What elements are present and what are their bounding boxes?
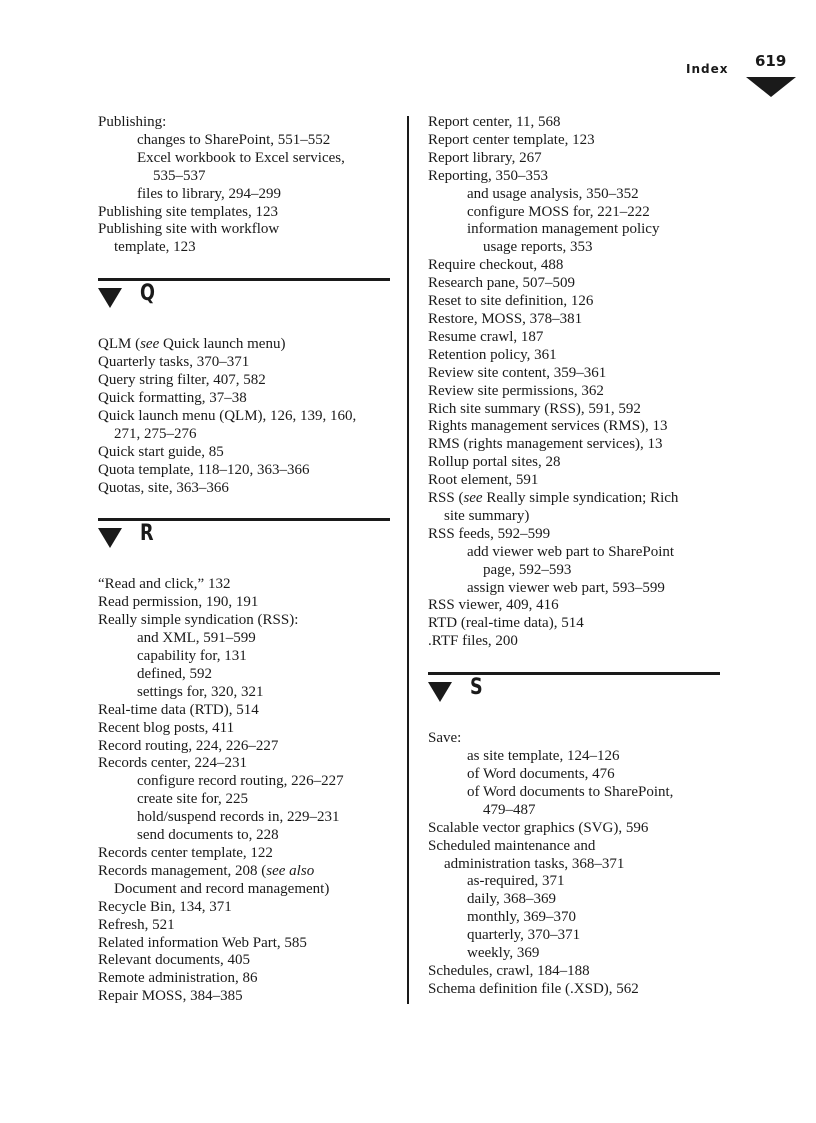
- index-entry: Relevant documents, 405: [98, 952, 251, 969]
- section-letter: S: [470, 675, 483, 701]
- index-entry: Schema definition file (.XSD), 562: [428, 980, 639, 997]
- see-reference: see: [463, 490, 483, 507]
- index-subentry: hold/suspend records in, 229–231: [137, 809, 340, 826]
- index-entry: Recent blog posts, 411: [98, 719, 235, 736]
- section-heading-s: [428, 668, 720, 730]
- index-entry: Report library, 267: [428, 149, 542, 166]
- index-subentry: changes to SharePoint, 551–552: [137, 131, 331, 148]
- index-entry: Rollup portal sites, 28: [428, 454, 561, 471]
- index-entry: Reset to site definition, 126: [428, 293, 594, 310]
- section-triangle-icon: [98, 288, 122, 308]
- index-entry: Records center template, 122: [98, 845, 273, 861]
- index-subentry: weekly, 369: [467, 945, 540, 962]
- index-entry: Rights management services (RMS), 13: [428, 418, 668, 435]
- index-continuation: page, 592–593: [483, 561, 572, 578]
- index-continuation: Document and record management): [114, 880, 330, 897]
- index-continuation: 271, 275–276: [114, 425, 197, 442]
- index-subentry: as site template, 124–126: [467, 748, 620, 765]
- index-entry: [428, 490, 720, 508]
- index-subentry: information management policy: [467, 221, 660, 238]
- index-subentry: files to library, 294–299: [137, 185, 282, 202]
- page-tab-arrow-icon: [746, 77, 796, 97]
- index-column-right: [428, 114, 720, 999]
- index-entry: Quotas, site, 363–366: [98, 479, 229, 496]
- index-entry: [98, 336, 390, 354]
- index-subentry: configure MOSS for, 221–222: [467, 203, 650, 220]
- entry-text: RSS (: [428, 490, 464, 507]
- entry-text: Really simple syndication; Rich: [482, 490, 679, 507]
- index-column-left: [98, 114, 390, 1006]
- index-entry: Publishing:: [98, 114, 167, 130]
- index-subentry: defined, 592: [137, 665, 212, 682]
- index-continuation: site summary): [444, 507, 530, 524]
- section-letter: R: [140, 521, 154, 547]
- index-subentry: settings for, 320, 321: [137, 683, 264, 700]
- index-entry: Quick formatting, 37–38: [98, 389, 247, 406]
- index-entry: RMS (rights management services), 13: [428, 436, 663, 453]
- entry-text: Quick launch menu): [159, 336, 286, 353]
- r-entries-right: [428, 114, 720, 651]
- index-entry: Real-time data (RTD), 514: [98, 701, 259, 718]
- index-entry: Repair MOSS, 384–385: [98, 988, 243, 1005]
- index-entry: Records center, 224–231: [98, 755, 247, 772]
- index-entry: Publishing site with workflow: [98, 221, 280, 238]
- index-entry: Publishing site templates, 123: [98, 203, 278, 220]
- index-entry: Research pane, 507–509: [428, 275, 576, 292]
- entry-text: Records management, 208 (: [98, 862, 267, 879]
- index-continuation: administration tasks, 368–371: [444, 855, 625, 872]
- index-subentry: daily, 368–369: [467, 891, 557, 908]
- index-continuation: 535–537: [153, 167, 206, 184]
- index-entry: Save:: [428, 730, 462, 747]
- index-entry: Really simple syndication (RSS):: [98, 612, 299, 629]
- index-entry: Quick launch menu (QLM), 126, 139, 160,: [98, 407, 357, 424]
- index-subentry: of Word documents, 476: [467, 766, 615, 782]
- see-reference: see: [140, 336, 160, 353]
- index-subentry: assign viewer web part, 593–599: [467, 579, 665, 596]
- index-entry: Review site permissions, 362: [428, 382, 604, 399]
- index-entry: Require checkout, 488: [428, 257, 564, 274]
- index-entry: Recycle Bin, 134, 371: [98, 898, 232, 915]
- index-entry: Schedules, crawl, 184–188: [428, 962, 590, 979]
- section-heading-q: [98, 274, 390, 336]
- index-subentry: Excel workbook to Excel services,: [137, 149, 345, 166]
- index-entry: Review site content, 359–361: [428, 364, 607, 381]
- section-triangle-icon: [428, 682, 452, 702]
- section-triangle-icon: [98, 528, 122, 548]
- index-entry: RSS feeds, 592–599: [428, 525, 551, 542]
- index-subentry: and XML, 591–599: [137, 630, 256, 647]
- index-subentry: quarterly, 370–371: [467, 927, 581, 944]
- section-heading-r: [98, 514, 390, 576]
- index-entry: Report center template, 123: [428, 131, 595, 148]
- index-entry: [98, 863, 390, 881]
- running-head: Index: [686, 62, 729, 76]
- q-entries: [98, 336, 390, 497]
- index-subentry: capability for, 131: [137, 648, 247, 665]
- index-subentry: and usage analysis, 350–352: [467, 185, 639, 202]
- index-entry: .RTF files, 200: [428, 633, 518, 650]
- index-subentry: add viewer web part to SharePoint: [467, 543, 675, 560]
- index-entry: Resume crawl, 187: [428, 328, 544, 345]
- section-letter: Q: [140, 281, 155, 307]
- index-entry: Read permission, 190, 191: [98, 594, 259, 611]
- index-entry: Quarterly tasks, 370–371: [98, 354, 250, 371]
- index-continuation: 479–487: [483, 801, 536, 818]
- index-subentry: as-required, 371: [467, 873, 565, 890]
- index-entry: RSS viewer, 409, 416: [428, 597, 559, 614]
- index-subentry: monthly, 369–370: [467, 909, 577, 926]
- see-also-reference: see also: [266, 862, 315, 879]
- index-entry: Quick start guide, 85: [98, 443, 224, 460]
- index-continuation: usage reports, 353: [483, 239, 593, 256]
- index-entry: Scalable vector graphics (SVG), 596: [428, 819, 649, 836]
- r-entries-left: [98, 576, 390, 1006]
- page-number: 619: [755, 52, 787, 70]
- index-entry: RTD (real-time data), 514: [428, 615, 584, 632]
- index-entry: Restore, MOSS, 378–381: [428, 310, 583, 327]
- index-subentry: configure record routing, 226–227: [137, 773, 344, 790]
- column-divider: [407, 116, 409, 1004]
- index-entry: Scheduled maintenance and: [428, 837, 596, 854]
- index-entry: Retention policy, 361: [428, 346, 557, 363]
- index-entry: Reporting, 350–353: [428, 167, 548, 184]
- index-subentry: of Word documents to SharePoint,: [467, 783, 674, 800]
- publishing-entries: [98, 114, 390, 257]
- index-entry: Remote administration, 86: [98, 970, 258, 987]
- index-entry: Root element, 591: [428, 472, 539, 489]
- s-entries: [428, 730, 720, 999]
- index-entry: Refresh, 521: [98, 916, 175, 933]
- index-subentry: send documents to, 228: [137, 827, 279, 844]
- index-entry: Rich site summary (RSS), 591, 592: [428, 400, 641, 417]
- index-entry: Report center, 11, 568: [428, 114, 561, 130]
- index-subentry: create site for, 225: [137, 791, 249, 808]
- index-entry: Related information Web Part, 585: [98, 934, 307, 951]
- index-continuation: template, 123: [114, 239, 196, 256]
- index-entry: Record routing, 224, 226–227: [98, 737, 279, 754]
- index-entry: Query string filter, 407, 582: [98, 372, 266, 389]
- index-entry: “Read and click,” 132: [98, 576, 231, 593]
- entry-text: QLM (: [98, 336, 141, 353]
- index-entry: Quota template, 118–120, 363–366: [98, 461, 310, 478]
